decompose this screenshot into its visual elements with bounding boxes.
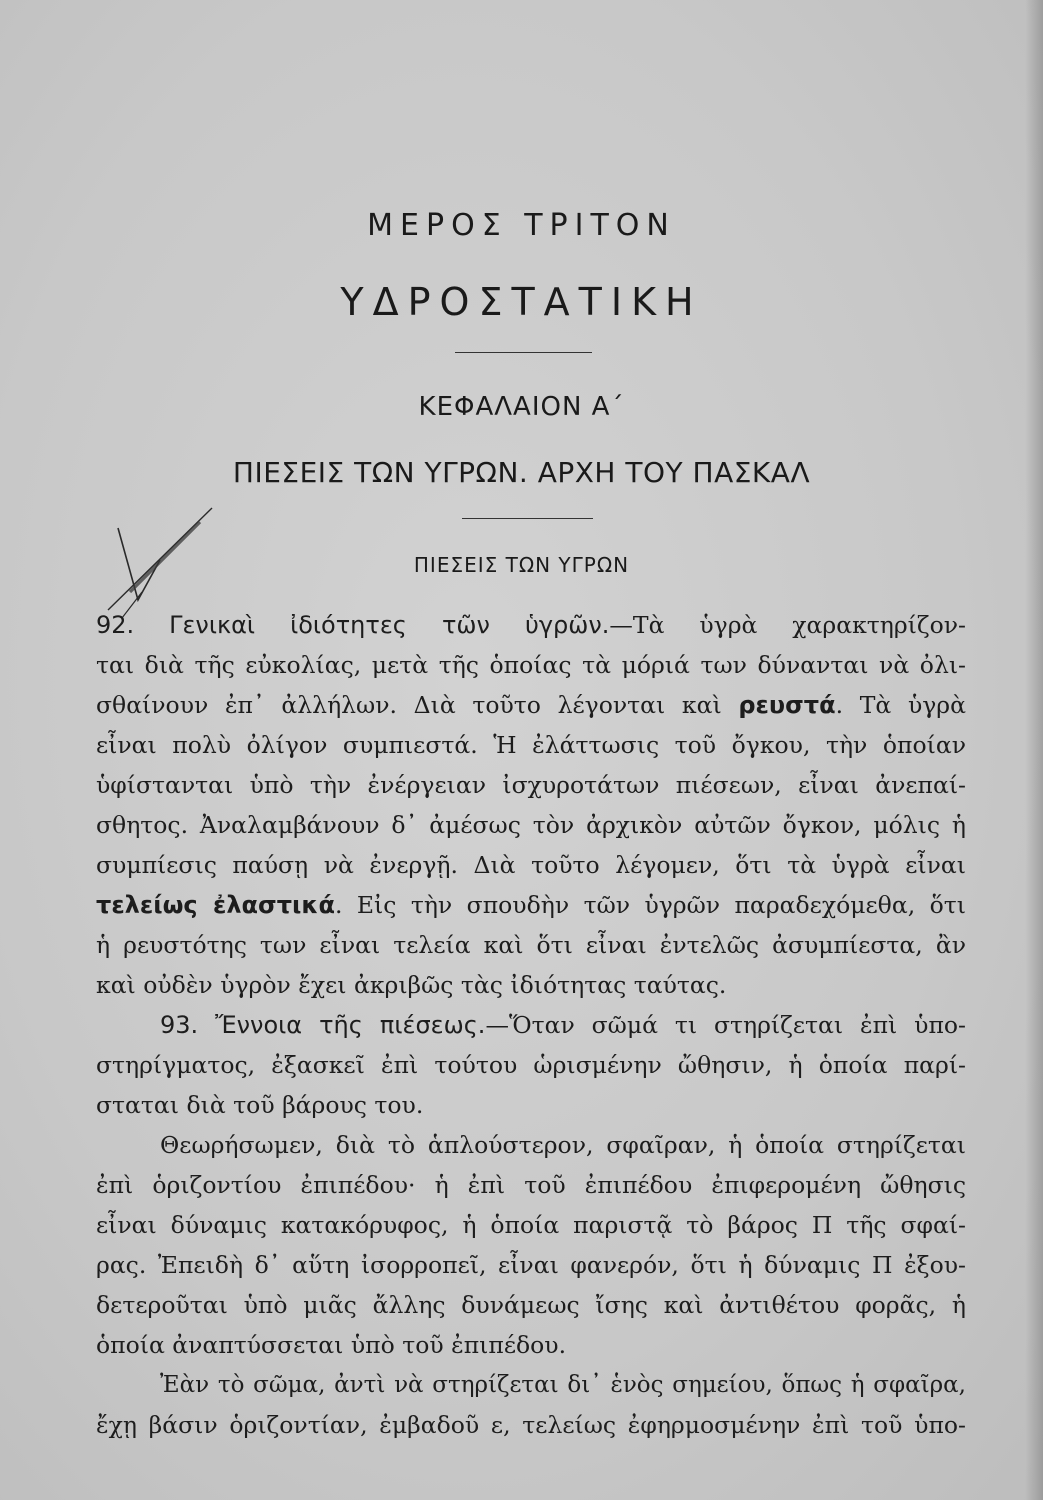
text-line — [96, 885, 966, 925]
paragraph-title: Ἔννοια τῆς πιέσεως. — [215, 1011, 486, 1039]
section-title: ΠΙΕΣΕΙΣ ΤΩΝ ΥΓΡΩΝ — [413, 553, 630, 577]
text-line — [96, 1005, 966, 1045]
divider-rule — [462, 518, 593, 519]
text-line: ἡ ρευστότης των εἶναι τελεία καὶ ὅτι εἶναι ἐντελῶς ἀσυμπίεστα, ἂν — [96, 931, 966, 959]
text-run: —Τὰ ὑγρὰ χαρακτηρίζον- — [609, 611, 966, 639]
text-line: σθητος. Ἀναλαμβάνουν δ᾿ ἀμέσως τὸν ἀρχικὸν αὐτῶν ὄγκον, μόλις ἡ — [96, 811, 966, 839]
text-line — [96, 685, 966, 725]
paragraph-title: Γενικαὶ ἰδιότητες τῶν ὑγρῶν. — [169, 611, 610, 639]
text-line: Ἐὰν τὸ σῶμα, ἀντὶ νὰ στηρίζεται δι᾿ ἑνὸς σημείου, ὅπως ἡ σφαῖρα, — [160, 1372, 966, 1398]
text-line: εἶναι δύναμις κατακόρυφος, ἡ ὁποία παριστᾷ τὸ βάρος Π τῆς σφαί- — [96, 1211, 966, 1239]
text-line: ἔχῃ βάσιν ὁριζοντίαν, ἐμβαδοῦ ε, τελείως ἐφηρμοσμένην ἐπὶ τοῦ ὑπο- — [96, 1411, 966, 1439]
section-93 — [96, 1005, 966, 1125]
text-line: ται διὰ τῆς εὐκολίας, μετὰ τῆς ὁποίας τὰ μόριά των δύνανται νὰ ὀλι- — [96, 651, 966, 679]
text-line: ρας. Ἐπειδὴ δ᾿ αὕτη ἰσορροπεῖ, εἶναι φανερόν, ὅτι ἡ δύναμις Π ἐξου- — [96, 1251, 966, 1279]
text-run: σθαίνουν ἐπ᾿ ἀλλήλων. Διὰ τοῦτο λέγονται καὶ — [96, 691, 722, 719]
paragraph-number: 93. — [160, 1011, 199, 1039]
divider-rule — [455, 352, 592, 353]
text-line: ἐπὶ ὁριζοντίου ἐπιπέδου· ἡ ἐπὶ τοῦ ἐπιπέδου ἐπιφερομένη ὤθησις — [96, 1171, 966, 1199]
text-line: ὁποία ἀναπτύσσεται ὑπὸ τοῦ ἐπιπέδου. — [96, 1331, 567, 1359]
bold-term: ρευστά — [738, 691, 836, 719]
text-line: δετεροῦται ὑπὸ μιᾶς ἄλλης δυνάμεως ἴσης καὶ ἀντιθέτου φορᾶς, ἡ — [96, 1291, 966, 1319]
chapter-subtitle: ΠΙΕΣΕΙΣ ΤΩΝ ΥΓΡΩΝ. ΑΡΧΗ ΤΟΥ ΠΑΣΚΑΛ — [232, 456, 811, 489]
text-line: στηρίγματος, ἐξασκεῖ ἐπὶ τούτου ὡρισμένην ὤθησιν, ἡ ὁποία παρί- — [96, 1051, 966, 1079]
bold-term: τελείως ἐλαστικά — [96, 891, 335, 919]
text-line: καὶ οὐδὲν ὑγρὸν ἔχει ἀκριβῶς τὰς ἰδιότητας ταύτας. — [96, 971, 727, 999]
paragraph-number: 92. — [96, 611, 135, 639]
subject-title: ΥΔΡΟΣΤΑΤΙΚΗ — [340, 280, 703, 324]
text-line — [96, 605, 966, 645]
text-line: ὑφίστανται ὑπὸ τὴν ἐνέργειαν ἰσχυροτάτων πιέσεων, εἶναι ἀνεπαί- — [96, 771, 966, 799]
text-line: συμπίεσις παύσῃ νὰ ἐνεργῇ. Διὰ τοῦτο λέγομεν, ὅτι τὰ ὑγρὰ εἶναι — [96, 851, 966, 879]
chapter-title: ΚΕΦΑΛΑΙΟΝ Α΄ — [418, 392, 625, 422]
text-run: . Εἰς τὴν σπουδὴν τῶν ὑγρῶν παραδεχόμεθα, ὅτι — [334, 891, 966, 919]
text-run: . Τὰ ὑγρὰ — [835, 691, 966, 719]
section-92 — [96, 605, 966, 1005]
text-run: —Ὅταν σῶμά τι στηρίζεται ἐπὶ ὑπο- — [485, 1011, 966, 1039]
part-title: ΜΕΡΟΣ ΤΡΙΤΟΝ — [367, 208, 676, 243]
text-line: Θεωρήσωμεν, διὰ τὸ ἁπλούστερον, σφαῖραν, ἡ ὁποία στηρίζεται — [160, 1131, 966, 1159]
text-line: εἶναι πολὺ ὀλίγον συμπιεστά. Ἡ ἐλάττωσις τοῦ ὄγκου, τὴν ὁποίαν — [96, 731, 966, 759]
text-line: σταται διὰ τοῦ βάρους του. — [96, 1091, 424, 1119]
paragraph-sphere — [96, 1125, 966, 1365]
paragraph-base — [96, 1365, 966, 1445]
